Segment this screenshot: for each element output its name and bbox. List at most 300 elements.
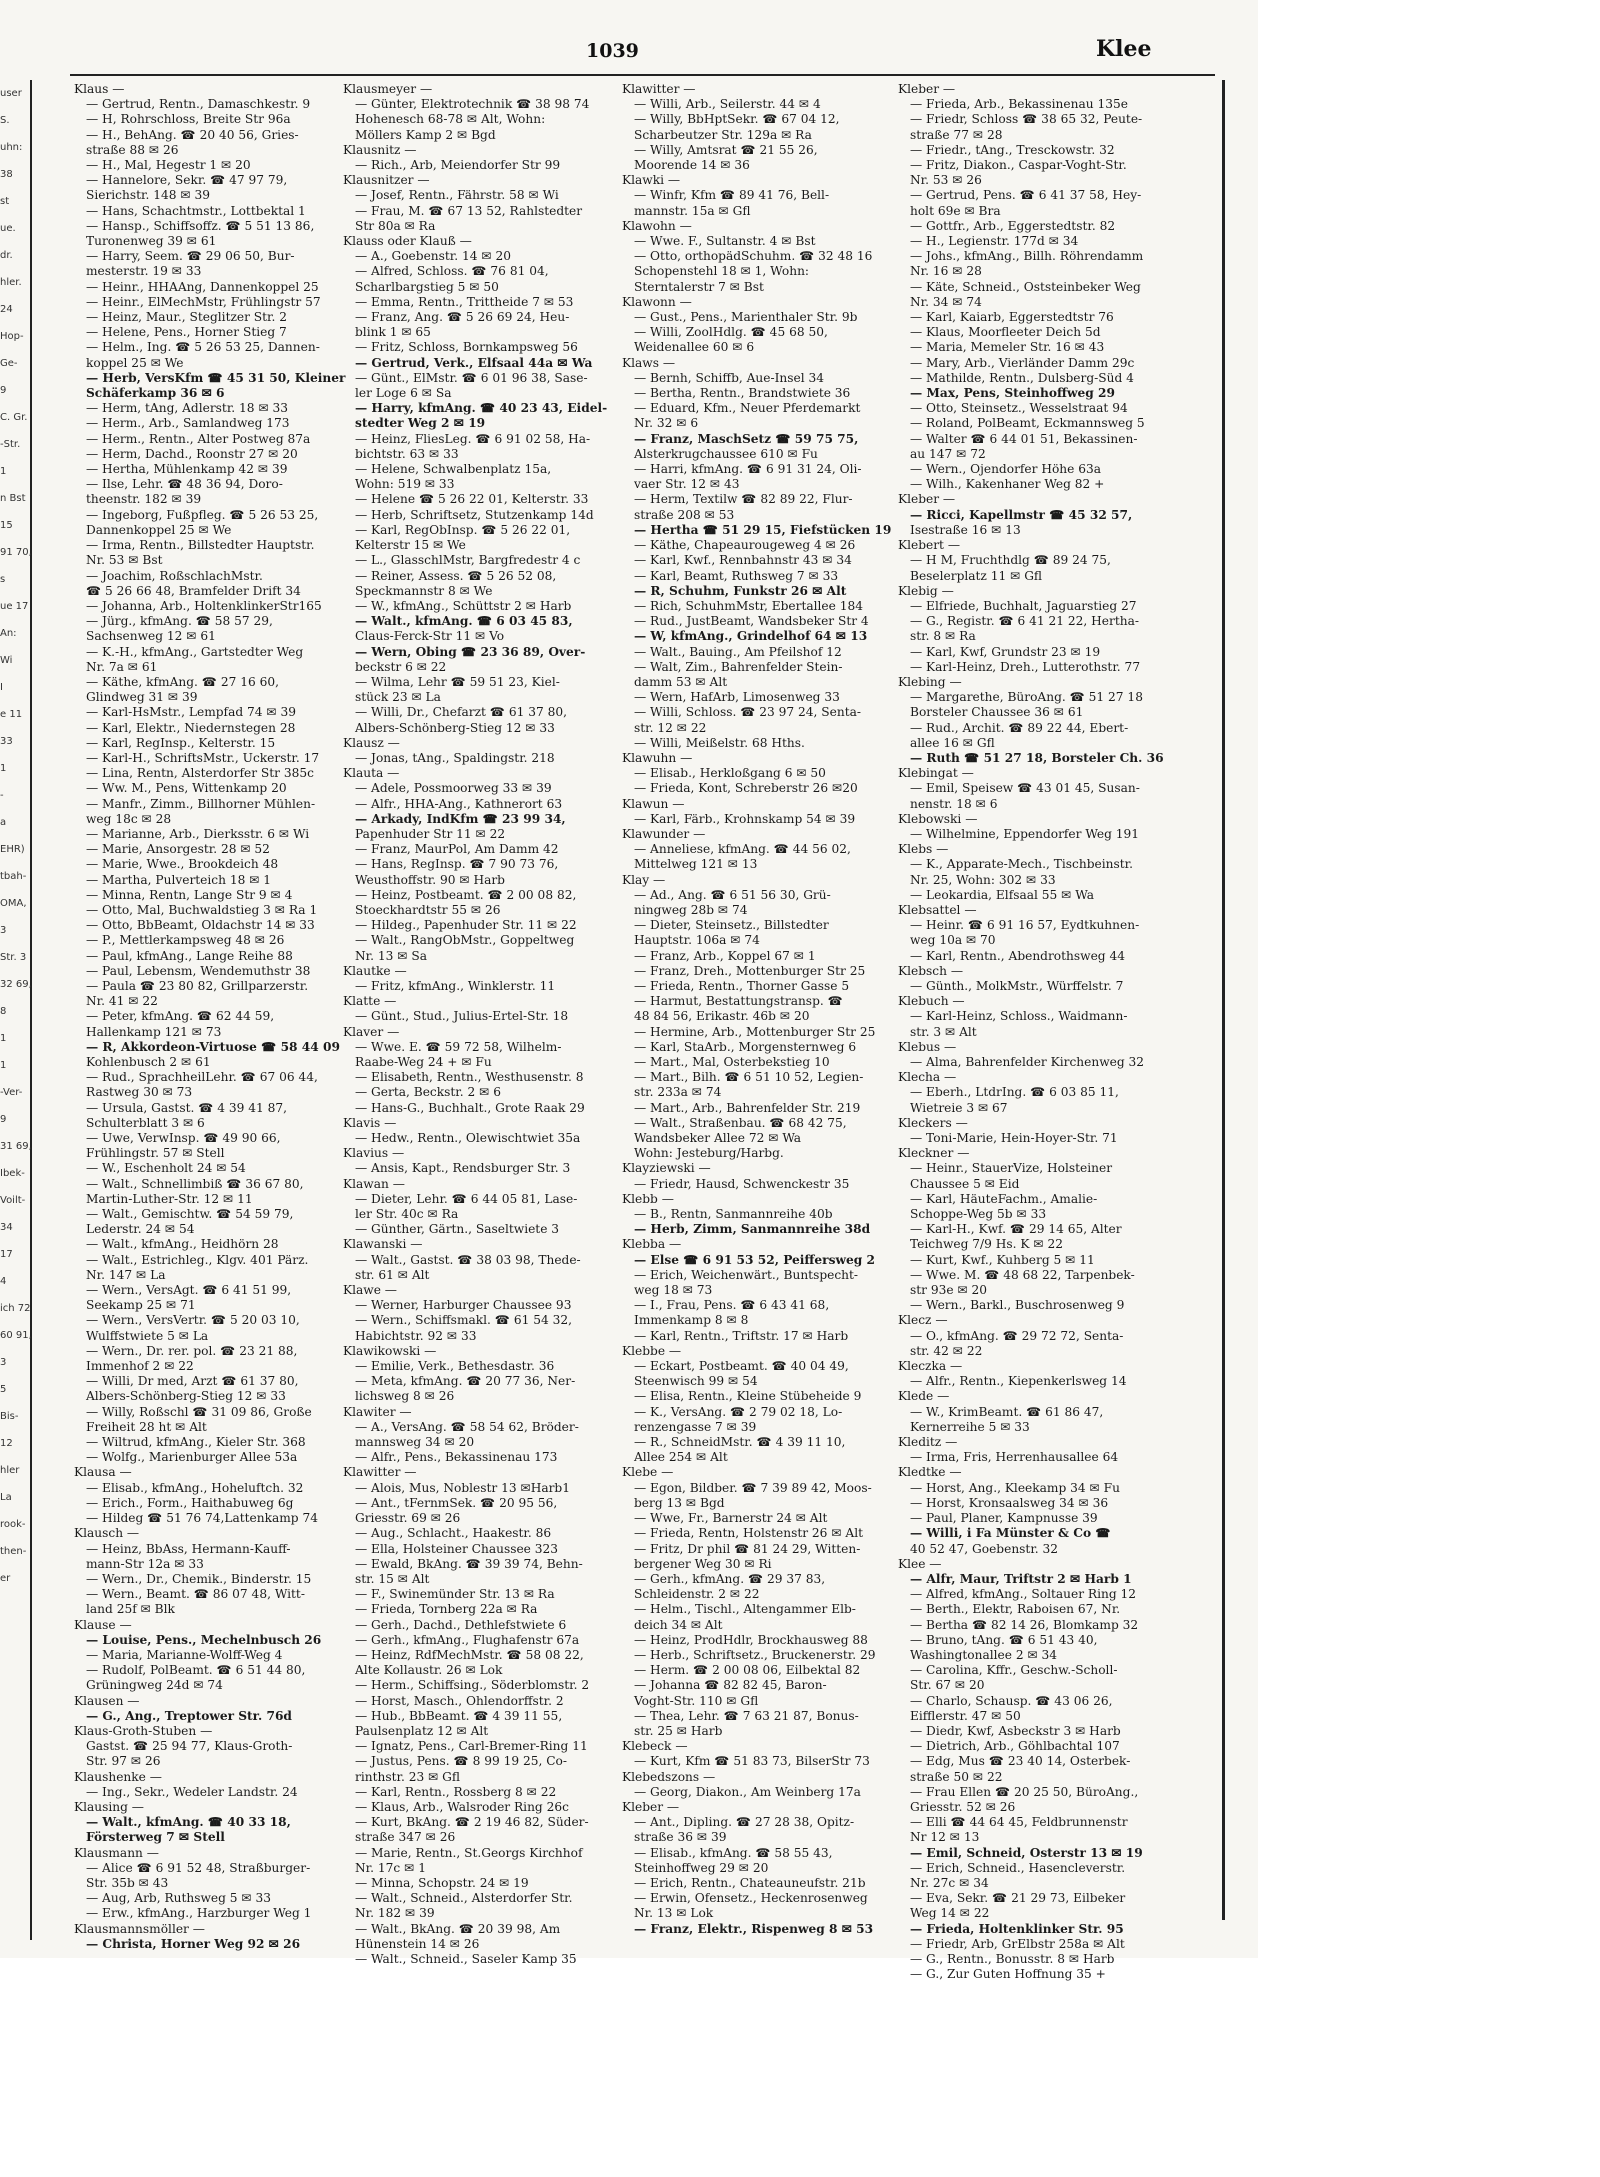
directory-entry: — Erich, Schneid., Hasencleverstr. bbox=[910, 1860, 1126, 1875]
directory-entry: — W, kfmAng., Grindelhof 64 ✉ 13 bbox=[634, 629, 868, 644]
directory-entry: Sachsenweg 12 ✉ 61 bbox=[86, 629, 216, 644]
directory-entry: — Heinr. ☎ 6 91 16 57, Eydtkuhnen- bbox=[910, 918, 1140, 933]
directory-entry: — Heinz, FliesLeg. ☎ 6 91 02 58, Ha- bbox=[355, 431, 591, 446]
directory-entry: — Harry, Seem. ☎ 29 06 50, Bur- bbox=[86, 249, 295, 264]
directory-entry: — Wern., Beamt. ☎ 86 07 48, Witt- bbox=[86, 1587, 305, 1602]
directory-entry: — Alfred, Schloss. ☎ 76 81 04, bbox=[355, 264, 549, 279]
directory-entry: — Maria, Marianne-Wolff-Weg 4 bbox=[86, 1647, 283, 1662]
directory-entry: — W., KrimBeamt. ☎ 61 86 47, bbox=[910, 1404, 1104, 1419]
directory-entry: — Frau Ellen ☎ 20 25 50, BüroAng., bbox=[910, 1784, 1139, 1799]
directory-entry: Schopenstehl 18 ✉ 1, Wohn: bbox=[634, 264, 810, 279]
directory-entry: — Käthe, Chapeaurougeweg 4 ✉ 26 bbox=[634, 538, 856, 553]
surname-heading: Klay — bbox=[622, 872, 666, 887]
directory-entry: — W., Eschenholt 24 ✉ 54 bbox=[86, 1161, 246, 1176]
directory-entry: — Hildeg ☎ 51 76 74,Lattenkamp 74 bbox=[86, 1511, 318, 1526]
directory-entry: — Eckart, Postbeamt. ☎ 40 04 49, bbox=[634, 1359, 849, 1374]
directory-entry: — Aug., Schlacht., Haakestr. 86 bbox=[355, 1526, 552, 1541]
directory-entry: weg 18 ✉ 73 bbox=[634, 1283, 713, 1298]
directory-entry: ☎ 5 26 66 48, Bramfelder Drift 34 bbox=[86, 583, 301, 598]
directory-entry: — Helene, Schwalbenplatz 15a, bbox=[355, 462, 552, 477]
directory-entry: Wietreie 3 ✉ 67 bbox=[910, 1100, 1008, 1115]
directory-entry: lichsweg 8 ✉ 26 bbox=[355, 1389, 455, 1404]
directory-entry: — Karl, Elektr., Niedernstegen 28 bbox=[86, 720, 296, 735]
surname-heading: Klauta — bbox=[343, 766, 400, 781]
directory-entry: renzengasse 7 ✉ 39 bbox=[634, 1419, 757, 1434]
directory-entry: — Ewald, BkAng. ☎ 39 39 74, Behn- bbox=[355, 1556, 583, 1571]
edge-fragment: 24 bbox=[0, 304, 13, 315]
directory-entry: Möllers Kamp 2 ✉ Bgd bbox=[355, 127, 496, 142]
surname-heading: Klee — bbox=[898, 1556, 942, 1571]
edge-fragment: dr. bbox=[0, 250, 13, 261]
directory-entry: Scharbeutzer Str. 129a ✉ Ra bbox=[634, 127, 812, 142]
surname-heading: Klawikowski — bbox=[343, 1343, 437, 1358]
page-edge-rule bbox=[1222, 80, 1225, 1920]
directory-entry: — Otto, Steinsetz., Wesselstraat 94 bbox=[910, 401, 1128, 416]
surname-heading: Klebba — bbox=[622, 1237, 682, 1252]
directory-entry: Lederstr. 24 ✉ 54 bbox=[86, 1222, 195, 1237]
surname-heading: Klebuch — bbox=[898, 994, 965, 1009]
surname-heading: Klebeck — bbox=[622, 1739, 688, 1754]
edge-fragment: 15 bbox=[0, 520, 13, 531]
edge-fragment: rook- bbox=[0, 1519, 26, 1530]
directory-entry: Nr. 27c ✉ 34 bbox=[910, 1875, 989, 1890]
directory-entry: straße 208 ✉ 53 bbox=[634, 507, 735, 522]
directory-entry: — Max, Pens, Steinhoffweg 29 bbox=[910, 386, 1116, 401]
directory-entry: koppel 25 ✉ We bbox=[86, 355, 184, 370]
directory-entry: Teichweg 7/9 Hs. K ✉ 22 bbox=[910, 1237, 1063, 1252]
edge-fragment: s bbox=[0, 574, 6, 585]
directory-entry: — Karl, Färb., Krohnskamp 54 ✉ 39 bbox=[634, 811, 856, 826]
edge-fragment: 17 bbox=[0, 1249, 13, 1260]
directory-entry: — Karl, RegInsp., Kelterstr. 15 bbox=[86, 735, 276, 750]
surname-heading: Klausch — bbox=[74, 1526, 140, 1541]
directory-entry: — Helm., Ing. ☎ 5 26 53 25, Dannen- bbox=[86, 340, 320, 355]
directory-entry: — Egon, Bildber. ☎ 7 39 89 42, Moos- bbox=[634, 1480, 872, 1495]
directory-entry: — H., Mal, Hegestr 1 ✉ 20 bbox=[86, 158, 251, 173]
directory-entry: ler Loge 6 ✉ Sa bbox=[355, 386, 452, 401]
directory-entry: — Emil, Speisew ☎ 43 01 45, Susan- bbox=[910, 781, 1140, 796]
directory-entry: Str. 67 ✉ 20 bbox=[910, 1678, 985, 1693]
edge-fragment: e 11 bbox=[0, 709, 23, 720]
directory-entry: — Kurt, Kfm ☎ 51 83 73, BilserStr 73 bbox=[634, 1754, 870, 1769]
directory-entry: Immenkamp 8 ✉ 8 bbox=[634, 1313, 749, 1328]
directory-entry: — Kurt, Kwf., Kuhberg 5 ✉ 11 bbox=[910, 1252, 1095, 1267]
directory-entry: — Emilie, Verk., Bethesdastr. 36 bbox=[355, 1359, 555, 1374]
surname-heading: Klausmannsmöller — bbox=[74, 1921, 205, 1936]
directory-entry: — Wern., Dr., Chemik., Binderstr. 15 bbox=[86, 1571, 312, 1586]
directory-entry: Sterntalerstr 7 ✉ Bst bbox=[634, 279, 764, 294]
directory-entry: — Heinz, Postbeamt. ☎ 2 00 08 82, bbox=[355, 887, 577, 902]
directory-entry: Voght-Str. 110 ✉ Gfl bbox=[634, 1693, 759, 1708]
directory-entry: straße 50 ✉ 22 bbox=[910, 1769, 1003, 1784]
directory-entry: — Ww. M., Pens, Wittenkamp 20 bbox=[86, 781, 287, 796]
directory-entry: — Ant., Dipling. ☎ 27 28 38, Opitz- bbox=[634, 1815, 855, 1830]
directory-entry: — Gerh., kfmAng. ☎ 29 37 83, bbox=[634, 1571, 826, 1586]
directory-entry: — Friedr, Schloss ☎ 38 65 32, Peute- bbox=[910, 112, 1143, 127]
directory-entry: — Alice ☎ 6 91 52 48, Straßburger- bbox=[86, 1860, 311, 1875]
directory-entry: — I., Frau, Pens. ☎ 6 43 41 68, bbox=[634, 1298, 830, 1313]
directory-entry: — Karl-Heinz, Schloss., Waidmann- bbox=[910, 1009, 1128, 1024]
directory-entry: holt 69e ✉ Bra bbox=[910, 203, 1001, 218]
directory-entry: — Harri, kfmAng. ☎ 6 91 31 24, Oli- bbox=[634, 462, 862, 477]
directory-entry: ningweg 28b ✉ 74 bbox=[634, 902, 748, 917]
directory-entry: — Klaus, Arb., Walsroder Ring 26c bbox=[355, 1799, 569, 1814]
directory-entry: — Friedr, Hausd, Schwenckestr 35 bbox=[634, 1176, 850, 1191]
directory-entry: theenstr. 182 ✉ 39 bbox=[86, 492, 202, 507]
edge-fragment: ue. bbox=[0, 223, 16, 234]
directory-entry: — Walt., Schnellimbiß ☎ 36 67 80, bbox=[86, 1176, 304, 1191]
directory-entry: beckstr 6 ✉ 22 bbox=[355, 659, 447, 674]
directory-entry: — Fritz, Schloss, Bornkampsweg 56 bbox=[355, 340, 578, 355]
directory-entry: — Karl, Kwf., Rennbahnstr 43 ✉ 34 bbox=[634, 553, 852, 568]
edge-fragment: 9 bbox=[0, 1114, 7, 1125]
directory-entry: Dannenkoppel 25 ✉ We bbox=[86, 522, 232, 537]
directory-entry: — Günt., Stud., Julius-Ertel-Str. 18 bbox=[355, 1009, 569, 1024]
directory-entry: — Heinz, BbAss, Hermann-Kauff- bbox=[86, 1541, 291, 1556]
directory-entry: — Fritz, Diakon., Caspar-Voght-Str. bbox=[910, 158, 1127, 173]
directory-entry: — Franz, Dreh., Mottenburger Str 25 bbox=[634, 963, 866, 978]
directory-entry: — Helene, Pens., Horner Stieg 7 bbox=[86, 325, 287, 340]
directory-entry: — Ansis, Kapt., Rendsburger Str. 3 bbox=[355, 1161, 571, 1176]
directory-entry: nenstr. 18 ✉ 6 bbox=[910, 796, 998, 811]
directory-entry: — Minna, Rentn, Lange Str 9 ✉ 4 bbox=[86, 887, 293, 902]
directory-entry: — Gertrud, Verk., Elfsaal 44a ✉ Wa bbox=[355, 355, 593, 370]
directory-entry: — Adele, Possmoorweg 33 ✉ 39 bbox=[355, 781, 552, 796]
directory-entry: — Willi, i Fa Münster & Co ☎ bbox=[910, 1526, 1111, 1541]
directory-entry: — Walt., kfmAng., Heidhörn 28 bbox=[86, 1237, 279, 1252]
edge-fragment: C. Gr. bbox=[0, 412, 28, 423]
directory-entry: Wulffstwiete 5 ✉ La bbox=[86, 1328, 209, 1343]
directory-entry: Nr 12 ✉ 13 bbox=[910, 1830, 980, 1845]
edge-fragment: S. bbox=[0, 115, 10, 126]
directory-entry: Claus-Ferck-Str 11 ✉ Vo bbox=[355, 629, 505, 644]
directory-entry: Beselerplatz 11 ✉ Gfl bbox=[910, 568, 1043, 583]
directory-entry: — Ricci, Kapellmstr ☎ 45 32 57, bbox=[910, 507, 1133, 522]
directory-entry: — Rich., Arb, Meiendorfer Str 99 bbox=[355, 158, 561, 173]
directory-entry: — Alfr., HHA-Ang., Kathnerort 63 bbox=[355, 796, 563, 811]
directory-entry: — Alfred, kfmAng., Soltauer Ring 12 bbox=[910, 1587, 1137, 1602]
directory-entry: — Ad., Ang. ☎ 6 51 56 30, Grü- bbox=[634, 887, 831, 902]
directory-entry: bergener Weg 30 ✉ Ri bbox=[634, 1556, 772, 1571]
edge-fragment: 3 bbox=[0, 1357, 7, 1368]
directory-entry: str. 12 ✉ 22 bbox=[634, 720, 707, 735]
directory-entry: — Heinr., ElMechMstr, Frühlingstr 57 bbox=[86, 294, 321, 309]
directory-entry: — Karl, Rentn., Triftstr. 17 ✉ Harb bbox=[634, 1328, 849, 1343]
surname-heading: Klebert — bbox=[898, 538, 961, 553]
directory-entry: Str 80a ✉ Ra bbox=[355, 218, 436, 233]
surname-heading: Kleckers — bbox=[898, 1115, 968, 1130]
directory-entry: — Werner, Harburger Chaussee 93 bbox=[355, 1298, 572, 1313]
running-head: Klee bbox=[1096, 36, 1152, 62]
edge-fragment: then- bbox=[0, 1546, 27, 1557]
directory-entry: Weg 14 ✉ 22 bbox=[910, 1906, 990, 1921]
directory-entry: straße 77 ✉ 28 bbox=[910, 127, 1003, 142]
directory-entry: — Heinz, Maur., Steglitzer Str. 2 bbox=[86, 310, 288, 325]
directory-entry: — Bertha, Rentn., Brandstwiete 36 bbox=[634, 386, 851, 401]
directory-entry: weg 18c ✉ 28 bbox=[86, 811, 172, 826]
directory-entry: — Herb., Schriftsetz., Bruckenerstr. 29 bbox=[634, 1647, 876, 1662]
directory-entry: — Wern., VersAgt. ☎ 6 41 51 99, bbox=[86, 1283, 292, 1298]
edge-fragment: 31 69, bbox=[0, 1141, 32, 1152]
directory-entry: — Berth., Elektr, Raboisen 67, Nr. bbox=[910, 1602, 1121, 1617]
directory-entry: — Herm, Dachd., Roonstr 27 ✉ 20 bbox=[86, 446, 298, 461]
directory-entry: — Justus, Pens. ☎ 8 99 19 25, Co- bbox=[355, 1754, 568, 1769]
directory-entry: — Elisabeth, Rentn., Westhusenstr. 8 bbox=[355, 1070, 584, 1085]
page-number: 1039 bbox=[586, 40, 639, 62]
directory-entry: mannstr. 15a ✉ Gfl bbox=[634, 203, 751, 218]
directory-entry: — Paul, Lebensm, Wendemuthstr 38 bbox=[86, 963, 311, 978]
directory-entry: Alsterkrugchaussee 610 ✉ Fu bbox=[634, 446, 818, 461]
directory-entry: — Wwe, Fr., Barnerstr 24 ✉ Alt bbox=[634, 1511, 828, 1526]
directory-entry: — Johanna, Arb., HoltenklinkerStr165 bbox=[86, 598, 322, 613]
directory-entry: — Willi, Meißelstr. 68 Hths. bbox=[634, 735, 805, 750]
directory-entry: — Erwin, Ofensetz., Heckenrosenweg bbox=[634, 1891, 868, 1906]
directory-entry: Str. 35b ✉ 43 bbox=[86, 1875, 169, 1890]
edge-fragment: 5 bbox=[0, 1384, 7, 1395]
edge-fragment: 9 bbox=[0, 385, 7, 396]
directory-entry: — Hildeg., Papenhuder Str. 11 ✉ 22 bbox=[355, 918, 577, 933]
directory-entry: — Uwe, VerwInsp. ☎ 49 90 66, bbox=[86, 1131, 281, 1146]
directory-entry: — Frieda, Arb., Bekassinenau 135e bbox=[910, 97, 1128, 112]
directory-entry: — Carolina, Kffr., Geschw.-Scholl- bbox=[910, 1663, 1118, 1678]
directory-entry: — Willi, Arb., Seilerstr. 44 ✉ 4 bbox=[634, 97, 821, 112]
directory-entry: — Wwe. M. ☎ 48 68 22, Tarpenbek- bbox=[910, 1267, 1135, 1282]
directory-entry: Hauptstr. 106a ✉ 74 bbox=[634, 933, 760, 948]
surname-heading: Klautke — bbox=[343, 963, 407, 978]
surname-heading: Klawitter — bbox=[343, 1465, 417, 1480]
edge-fragment: 8 bbox=[0, 1006, 7, 1017]
directory-entry: Schleidenstr. 2 ✉ 22 bbox=[634, 1587, 760, 1602]
directory-entry: — Johs., kfmAng., Billh. Röhrendamm bbox=[910, 249, 1144, 264]
directory-entry: Mittelweg 121 ✉ 13 bbox=[634, 857, 758, 872]
surname-heading: Kleckner — bbox=[898, 1146, 970, 1161]
directory-entry: — Heinr., StauerVize, Holsteiner bbox=[910, 1161, 1113, 1176]
directory-entry: — Alfr., Rentn., Kiepenkerlsweg 14 bbox=[910, 1374, 1127, 1389]
previous-page-edge bbox=[0, 80, 32, 1940]
directory-entry: — Karl, RegObInsp. ☎ 5 26 22 01, bbox=[355, 522, 571, 537]
directory-entry: — Ilse, Lehr. ☎ 48 36 94, Doro- bbox=[86, 477, 283, 492]
directory-entry: — K.-H., kfmAng., Gartstedter Weg bbox=[86, 644, 304, 659]
directory-entry: — G., Rentn., Bonusstr. 8 ✉ Harb bbox=[910, 1951, 1115, 1966]
directory-entry: — Gerh., Dachd., Dethlefstwiete 6 bbox=[355, 1617, 567, 1632]
directory-entry: — Franz, Arb., Koppel 67 ✉ 1 bbox=[634, 948, 816, 963]
edge-fragment: Str. 3 bbox=[0, 952, 27, 963]
directory-entry: — Franz, Ang. ☎ 5 26 69 24, Heu- bbox=[355, 310, 570, 325]
directory-entry: — Walter ☎ 6 44 01 51, Bekassinen- bbox=[910, 431, 1138, 446]
column-4 bbox=[898, 82, 1164, 1982]
directory-entry: — Marie, Rentn., St.Georgs Kirchhof bbox=[355, 1845, 583, 1860]
surname-heading: Klayziewski — bbox=[622, 1161, 711, 1176]
directory-entry: — Dietrich, Arb., Göhlbachtal 107 bbox=[910, 1739, 1120, 1754]
edge-fragment: user bbox=[0, 88, 22, 99]
directory-entry: — Wilhelmine, Eppendorfer Weg 191 bbox=[910, 826, 1140, 841]
directory-entry: bichtstr. 63 ✉ 33 bbox=[355, 446, 459, 461]
directory-entry: — Eva, Sekr. ☎ 21 29 73, Eilbeker bbox=[910, 1891, 1126, 1906]
directory-entry: — Willi, ZoolHdlg. ☎ 45 68 50, bbox=[634, 325, 828, 340]
directory-entry: — Walt., Gemischtw. ☎ 54 59 79, bbox=[86, 1207, 294, 1222]
directory-entry: Stoeckhardtstr 55 ✉ 26 bbox=[355, 902, 501, 917]
directory-entry: Habichtstr. 92 ✉ 33 bbox=[355, 1328, 477, 1343]
directory-entry: — Gottfr., Arb., Eggerstedtstr. 82 bbox=[910, 218, 1116, 233]
directory-entry: — Lina, Rentn, Alsterdorfer Str 385c bbox=[86, 766, 314, 781]
directory-entry: — Maria, Memeler Str. 16 ✉ 43 bbox=[910, 340, 1105, 355]
surname-heading: Klausnitz — bbox=[343, 142, 417, 157]
directory-entry: — Peter, kfmAng. ☎ 62 44 59, bbox=[86, 1009, 275, 1024]
surname-heading: Klebsattel — bbox=[898, 902, 977, 917]
directory-entry: — Karl, Kaiarb, Eggerstedtstr 76 bbox=[910, 310, 1114, 325]
directory-entry: — A., VersAng. ☎ 58 54 62, Bröder- bbox=[355, 1419, 579, 1434]
surname-heading: Kledtke — bbox=[898, 1465, 962, 1480]
directory-entry: — Frieda, Rentn, Holstenstr 26 ✉ Alt bbox=[634, 1526, 863, 1541]
edge-fragment: 1 bbox=[0, 763, 7, 774]
edge-fragment: Hop- bbox=[0, 331, 24, 342]
directory-entry: — Paul, kfmAng., Lange Reihe 88 bbox=[86, 948, 293, 963]
directory-entry: — Frieda, Rentn., Thorner Gasse 5 bbox=[634, 978, 850, 993]
directory-entry: — Else ☎ 6 91 53 52, Peiffersweg 2 bbox=[634, 1252, 875, 1267]
directory-entry: — G., Registr. ☎ 6 41 21 22, Hertha- bbox=[910, 614, 1139, 629]
directory-entry: mesterstr. 19 ✉ 33 bbox=[86, 264, 202, 279]
directory-entry: ler Str. 40c ✉ Ra bbox=[355, 1207, 459, 1222]
directory-entry: — Irma, Fris, Herrenhausallee 64 bbox=[910, 1450, 1119, 1465]
edge-fragment: 1 bbox=[0, 466, 7, 477]
directory-entry: — F., Swinemünder Str. 13 ✉ Ra bbox=[355, 1587, 555, 1602]
edge-fragment: 4 bbox=[0, 1276, 7, 1287]
directory-entry: — Willi, Schloss. ☎ 23 97 24, Senta- bbox=[634, 705, 861, 720]
directory-entry: — Karl, Beamt, Ruthsweg 7 ✉ 33 bbox=[634, 568, 839, 583]
directory-entry: — Willy, BbHptSekr. ☎ 67 04 12, bbox=[634, 112, 840, 127]
directory-entry: — Walt., Estrichleg., Klgv. 401 Pärz. bbox=[86, 1252, 309, 1267]
directory-entry: — Walt., Straßenbau. ☎ 68 42 75, bbox=[634, 1115, 847, 1130]
edge-fragment: La bbox=[0, 1492, 12, 1503]
directory-entry: — Alois, Mus, Noblestr 13 ✉Harb1 bbox=[355, 1480, 570, 1495]
directory-entry: — Alfr., Pens., Bekassinenau 173 bbox=[355, 1450, 558, 1465]
directory-entry: — Eberh., LtdrIng. ☎ 6 03 85 11, bbox=[910, 1085, 1119, 1100]
edge-fragment: hler. bbox=[0, 277, 22, 288]
directory-entry: Paulsenplatz 12 ✉ Alt bbox=[355, 1723, 489, 1738]
directory-entry: — Walt., BkAng. ☎ 20 39 98, Am bbox=[355, 1921, 561, 1936]
directory-entry: mannsweg 34 ✉ 20 bbox=[355, 1435, 475, 1450]
directory-entry: — Herb, Schriftsetz, Stutzenkamp 14d bbox=[355, 507, 594, 522]
directory-entry: — Emil, Schneid, Osterstr 13 ✉ 19 bbox=[910, 1845, 1143, 1860]
directory-entry: — Manfr., Zimm., Billhorner Mühlen- bbox=[86, 796, 316, 811]
directory-entry: Borsteler Chaussee 36 ✉ 61 bbox=[910, 705, 1084, 720]
directory-entry: — Erw., kfmAng., Harzburger Weg 1 bbox=[86, 1906, 312, 1921]
directory-entry: mann-Str 12a ✉ 33 bbox=[86, 1556, 204, 1571]
directory-entry: Nr. 34 ✉ 74 bbox=[910, 294, 982, 309]
directory-entry: — Wern., VersVertr. ☎ 5 20 03 10, bbox=[86, 1313, 300, 1328]
directory-entry: — Rich, SchuhmMstr, Ebertallee 184 bbox=[634, 598, 863, 613]
surname-heading: Klawuhn — bbox=[622, 750, 693, 765]
directory-entry: — Herm, Textilw ☎ 82 89 22, Flur- bbox=[634, 492, 853, 507]
directory-entry: Hünenstein 14 ✉ 26 bbox=[355, 1936, 480, 1951]
directory-entry: — Gerta, Beckstr. 2 ✉ 6 bbox=[355, 1085, 501, 1100]
directory-entry: — Elisab., Herkloßgang 6 ✉ 50 bbox=[634, 766, 826, 781]
directory-entry: — H., BehAng. ☎ 20 40 56, Gries- bbox=[86, 127, 299, 142]
directory-entry: Nr. 53 ✉ Bst bbox=[86, 553, 163, 568]
directory-entry: — Herb, Zimm, Sanmannreihe 38d bbox=[634, 1222, 871, 1237]
directory-entry: Griesstr. 52 ✉ 26 bbox=[910, 1799, 1016, 1814]
directory-entry: — Herm. ☎ 2 00 08 06, Eilbektal 82 bbox=[634, 1663, 861, 1678]
directory-entry: — Paula ☎ 23 80 82, Grillparzerstr. bbox=[86, 978, 309, 993]
surname-heading: Klausmann — bbox=[74, 1845, 159, 1860]
directory-entry: — R, Akkordeon-Virtuose ☎ 58 44 09 bbox=[86, 1039, 340, 1054]
edge-fragment: 12 bbox=[0, 1438, 13, 1449]
directory-entry: — Wolfg., Marienburger Allee 53a bbox=[86, 1450, 298, 1465]
directory-entry: — Ant., tFernmSek. ☎ 20 95 56, bbox=[355, 1495, 558, 1510]
directory-entry: — Hertha ☎ 51 29 15, Fiefstücken 19 bbox=[634, 522, 892, 537]
edge-fragment: -Str. bbox=[0, 439, 21, 450]
directory-entry: allee 16 ✉ Gfl bbox=[910, 735, 995, 750]
directory-entry: — R, Schuhm, Funkstr 26 ✉ Alt bbox=[634, 583, 847, 598]
directory-entry: Raabe-Weg 24 + ✉ Fu bbox=[355, 1055, 492, 1069]
directory-entry: Kernerreihe 5 ✉ 33 bbox=[910, 1419, 1030, 1434]
directory-entry: — Meta, kfmAng. ☎ 20 77 36, Ner- bbox=[355, 1374, 576, 1389]
surname-heading: Klavius — bbox=[343, 1146, 405, 1161]
surname-heading: Klebsch — bbox=[898, 963, 964, 978]
directory-entry: Nr. 182 ✉ 39 bbox=[355, 1906, 435, 1921]
directory-entry: Nr. 13 ✉ Lok bbox=[634, 1906, 714, 1921]
directory-entry: — Mathilde, Rentn., Dulsberg-Süd 4 bbox=[910, 370, 1134, 385]
surname-heading: Klawunder — bbox=[622, 826, 706, 841]
edge-fragment: ue 17 bbox=[0, 601, 29, 612]
directory-entry: str. 61 ✉ Alt bbox=[355, 1267, 430, 1282]
directory-entry: — Bernh, Schiffb, Aue-Insel 34 bbox=[634, 370, 825, 385]
directory-entry: — Heinr., HHAAng, Dannenkoppel 25 bbox=[86, 279, 319, 294]
directory-entry: Weusthoffstr. 90 ✉ Harb bbox=[355, 872, 505, 887]
directory-entry: straße 347 ✉ 26 bbox=[355, 1830, 456, 1845]
directory-entry: — Herm., Rentn., Alter Postweg 87a bbox=[86, 431, 311, 446]
edge-fragment: OMA, bbox=[0, 898, 27, 909]
directory-entry: blink 1 ✉ 65 bbox=[355, 325, 431, 340]
surname-heading: Klausen — bbox=[74, 1693, 140, 1708]
directory-entry: — Edg, Mus ☎ 23 40 14, Osterbek- bbox=[910, 1754, 1131, 1769]
surname-heading: Klawonn — bbox=[622, 294, 692, 309]
directory-entry: — H, Rohrschloss, Breite Str 96a bbox=[86, 112, 291, 127]
directory-entry: weg 10a ✉ 70 bbox=[910, 933, 996, 948]
directory-entry: — Hub., BbBeamt. ☎ 4 39 11 55, bbox=[355, 1708, 563, 1723]
directory-entry: — Horst, Ang., Kleekamp 34 ✉ Fu bbox=[910, 1480, 1120, 1495]
directory-entry: — Willy, Amtsrat ☎ 21 55 26, bbox=[634, 142, 818, 157]
surname-heading: Klawun — bbox=[622, 796, 685, 811]
directory-entry: — Karl-H., Kwf. ☎ 29 14 65, Alter bbox=[910, 1222, 1122, 1237]
directory-entry: — Fritz, Dr phil ☎ 81 24 29, Witten- bbox=[634, 1541, 861, 1556]
directory-entry: — Karl, StaArb., Morgensternweg 6 bbox=[634, 1039, 857, 1054]
directory-entry: — Günt., ElMstr. ☎ 6 01 96 38, Sase- bbox=[355, 370, 588, 385]
directory-entry: — Franz, MaschSetz ☎ 59 75 75, bbox=[634, 431, 859, 446]
directory-entry: — Rudolf, PolBeamt. ☎ 6 51 44 80, bbox=[86, 1663, 306, 1678]
surname-heading: Klebowski — bbox=[898, 811, 978, 826]
surname-heading: Kleczka — bbox=[898, 1359, 963, 1374]
directory-entry: Scharlbargstieg 5 ✉ 50 bbox=[355, 279, 499, 294]
directory-entry: str. 233a ✉ 74 bbox=[634, 1085, 722, 1100]
surname-heading: Klawe — bbox=[343, 1283, 397, 1298]
surname-heading: Klaus-Groth-Stuben — bbox=[74, 1723, 213, 1738]
directory-entry: — Roland, PolBeamt, Eckmannsweg 5 bbox=[910, 416, 1145, 431]
directory-entry: straße 88 ✉ 26 bbox=[86, 142, 179, 157]
surname-heading: Klawan — bbox=[343, 1176, 405, 1191]
directory-entry: — Rud., SprachheilLehr. ☎ 67 06 44, bbox=[86, 1070, 318, 1085]
directory-entry: — Wern., Dr. rer. pol. ☎ 23 21 88, bbox=[86, 1343, 298, 1358]
directory-entry: — Willi, Dr., Chefarzt ☎ 61 37 80, bbox=[355, 705, 567, 720]
directory-entry: Immenhof 2 ✉ 22 bbox=[86, 1359, 194, 1374]
surname-heading: Klawohn — bbox=[622, 218, 692, 233]
edge-fragment: 3 bbox=[0, 925, 7, 936]
directory-entry: — Herm., Arb., Samlandweg 173 bbox=[86, 416, 290, 431]
directory-entry: str. 8 ✉ Ra bbox=[910, 629, 976, 644]
directory-entry: — Mary, Arb., Vierländer Damm 29c bbox=[910, 355, 1135, 370]
directory-entry: 48 84 56, Erikastr. 46b ✉ 20 bbox=[634, 1009, 810, 1024]
directory-entry: — Ing., Sekr., Wedeler Landstr. 24 bbox=[86, 1784, 298, 1799]
